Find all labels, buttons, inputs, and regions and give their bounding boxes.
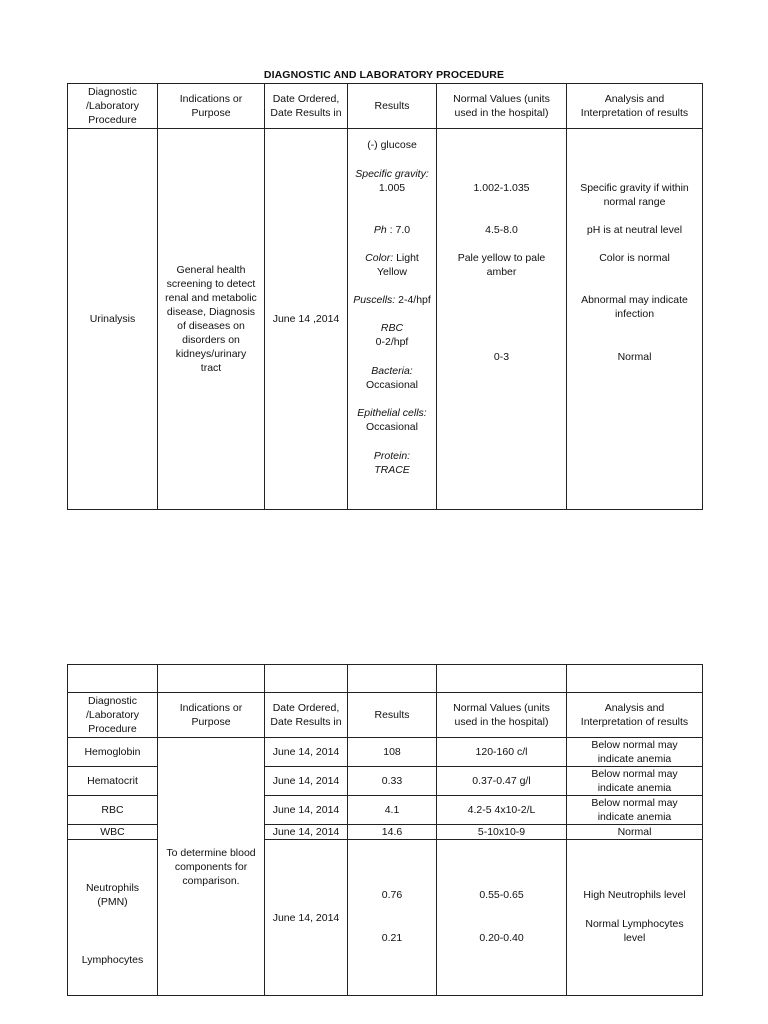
header-indications: Indications or Purpose: [158, 84, 265, 129]
analysis-color: Color is normal: [599, 252, 670, 264]
normal-lymphocytes: 0.20-0.40: [479, 932, 524, 944]
date-hemoglobin: June 14, 2014: [265, 738, 348, 767]
procedure-differential: [68, 840, 158, 996]
normal-sg: 1.002-1.035: [473, 182, 530, 194]
header-analysis: Analysis and Interpretation of results: [567, 84, 703, 129]
header-results: Results: [348, 693, 437, 738]
header-results: Results: [348, 84, 437, 129]
procedure-rbc: RBC: [68, 796, 158, 825]
normal-neutrophils: 0.55-0.65: [479, 889, 524, 901]
normal-wbc: 5-10x10-9: [437, 825, 567, 840]
header-procedure: Diagnostic /Laboratory Procedure: [68, 693, 158, 738]
urinalysis-indication: General health screening to detect renal and metabolic disease, Diagnosis of diseases on disorders on kidneys/urinary tract: [158, 129, 265, 510]
normal-hemoglobin: 120-160 c/l: [437, 738, 567, 767]
procedure-lymphocytes: Lymphocytes: [81, 954, 144, 966]
procedure-neutrophils: Neutrophils (PMN): [85, 882, 140, 908]
normal-differential: [437, 840, 567, 996]
result-neutrophils: 0.76: [381, 889, 403, 901]
result-color: Color: Light Yellow: [365, 252, 419, 278]
header-analysis: Analysis and Interpretation of results: [567, 693, 703, 738]
table-row: [68, 129, 703, 510]
header-normal-values: Normal Values (units used in the hospital): [437, 84, 567, 129]
result-hematocrit: 0.33: [348, 767, 437, 796]
analysis-rbc: Normal: [617, 351, 652, 363]
table-header-row: [68, 693, 703, 738]
urinalysis-normal-values: [437, 129, 567, 510]
blank-row: [68, 665, 703, 693]
urinalysis-procedure: Urinalysis: [68, 129, 158, 510]
date-differential: June 14, 2014: [265, 840, 348, 996]
normal-rbc: 0-3: [493, 351, 510, 363]
procedure-hematocrit: Hematocrit: [68, 767, 158, 796]
result-protein: Protein: TRACE: [373, 450, 411, 476]
result-hemoglobin: 108: [348, 738, 437, 767]
urinalysis-analysis: [567, 129, 703, 510]
normal-hematocrit: 0.37-0.47 g/l: [437, 767, 567, 796]
analysis-wbc: Normal: [567, 825, 703, 840]
header-procedure: Diagnostic /Laboratory Procedure: [68, 84, 158, 129]
analysis-hemoglobin: Below normal may indicate anemia: [567, 738, 703, 767]
header-normal-values: Normal Values (units used in the hospital): [437, 693, 567, 738]
result-specific-gravity: Specific gravity: 1.005: [355, 168, 429, 194]
date-wbc: June 14, 2014: [265, 825, 348, 840]
result-bacteria: Bacteria: Occasional: [366, 365, 418, 391]
analysis-differential: [567, 840, 703, 996]
result-ph: Ph : 7.0: [373, 224, 411, 236]
result-differential: [348, 840, 437, 996]
urinalysis-results: [348, 129, 437, 510]
analysis-neutrophils: High Neutrophils level: [583, 889, 686, 901]
urinalysis-table: [67, 83, 703, 510]
page-title: DIAGNOSTIC AND LABORATORY PROCEDURE: [263, 69, 505, 81]
analysis-ph: pH is at neutral level: [586, 224, 683, 236]
analysis-sg: Specific gravity if within normal range: [580, 182, 689, 208]
analysis-lymphocytes: Normal Lymphocytes level: [585, 918, 684, 944]
analysis-hematocrit: Below normal may indicate anemia: [567, 767, 703, 796]
result-puscells: Puscells: 2-4/hpf: [353, 294, 431, 306]
procedure-wbc: WBC: [68, 825, 158, 840]
date-hematocrit: June 14, 2014: [265, 767, 348, 796]
analysis-rbc: Below normal may indicate anemia: [567, 796, 703, 825]
result-glucose: (-) glucose: [367, 139, 417, 151]
header-date: Date Ordered, Date Results in: [265, 693, 348, 738]
cbc-table: [67, 664, 703, 996]
normal-rbc: 4.2-5 4x10-2/L: [437, 796, 567, 825]
result-wbc: 14.6: [348, 825, 437, 840]
result-epithelial: Epithelial cells: Occasional: [357, 407, 427, 433]
normal-ph: 4.5-8.0: [485, 224, 518, 236]
table-header-row: [68, 84, 703, 129]
result-rbc: 4.1: [348, 796, 437, 825]
analysis-pus: Abnormal may indicate infection: [581, 294, 688, 320]
header-date: Date Ordered, Date Results in: [265, 84, 348, 129]
result-lymphocytes: 0.21: [381, 932, 403, 944]
normal-color: Pale yellow to pale amber: [457, 252, 546, 278]
urinalysis-date: June 14 ,2014: [265, 129, 348, 510]
date-rbc: June 14, 2014: [265, 796, 348, 825]
result-rbc: RBC 0-2/hpf: [375, 322, 409, 348]
table-row: [68, 738, 703, 767]
header-indications: Indications or Purpose: [158, 693, 265, 738]
procedure-hemoglobin: Hemoglobin: [68, 738, 158, 767]
cbc-indication: To determine blood components for comparison.: [158, 738, 265, 996]
